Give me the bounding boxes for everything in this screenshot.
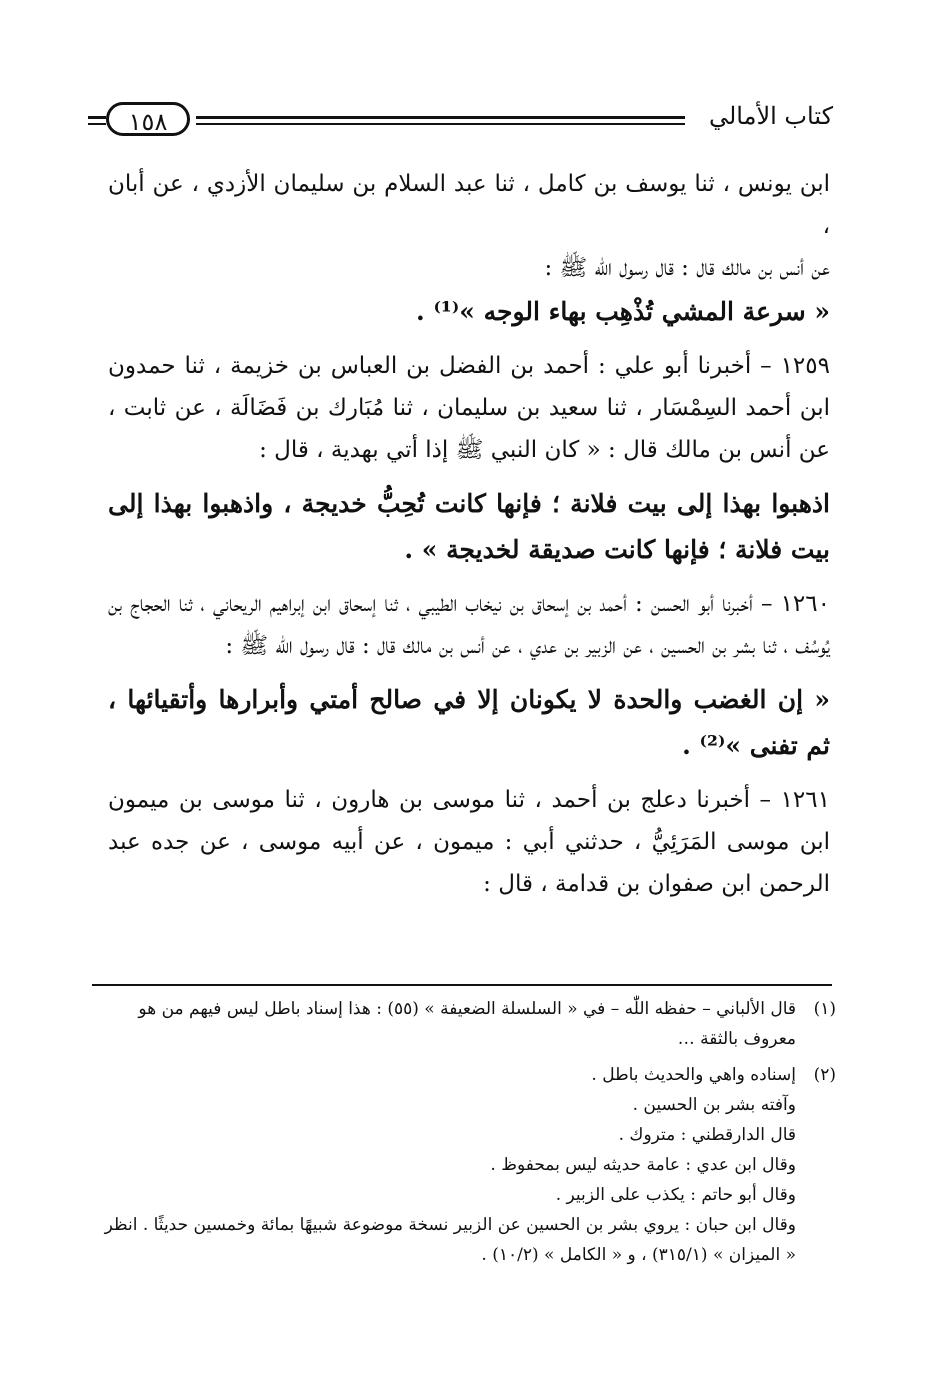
page-number: ١٥٨ bbox=[106, 102, 190, 136]
main-text bbox=[108, 163, 830, 905]
paragraph-1261: ١٢٦١ – أخبرنا دعلج بن أحمد ، ثنا موسى بن هارون ، ثنا موسى بن ميمون ابن موسى المَرَئِيُّ ، حدثني أبي : ميمون ، عن أبيه موسى ، عن جده عبد الرحمن ابن صفوان بن قدامة ، قال : bbox=[108, 787, 830, 897]
header-rule-end bbox=[88, 116, 106, 127]
footnote-1 bbox=[94, 994, 836, 1054]
footnote-divider bbox=[92, 984, 832, 986]
footnote-line: إسناده واهي والحديث باطل . bbox=[591, 1065, 796, 1085]
hadith-text-2: اذهبوا بهذا إلى بيت فلانة ؛ فإنها كانت تُحِبُّ خديجة ، واذهبوا بهذا إلى بيت فلانة ؛ فإنها كانت صديقة لخديجة » . bbox=[108, 489, 830, 564]
page-header bbox=[88, 98, 833, 148]
footnote-number: (١) bbox=[813, 999, 836, 1019]
paragraph-isnad-line1: ابن يونس ، ثنا يوسف بن كامل ، ثنا عبد السلام بن سليمان الأزدي ، عن أبان ، bbox=[108, 171, 830, 239]
footnote-line: قال الدارقطني : متروك . bbox=[618, 1125, 796, 1145]
footnotes bbox=[94, 994, 836, 1276]
footnote-2 bbox=[94, 1060, 836, 1270]
footnote-line: وقال ابن حبان : يروي بشر بن الحسين عن الزبير نسخة موضوعة شبيهًا بمائة وخمسين حديثًا . انظر « الميزان » (٣١٥/١) ، و « الكامل » (١٠/٢) . bbox=[104, 1215, 796, 1265]
footnote-line: وآفته بشر بن الحسين . bbox=[632, 1095, 796, 1115]
footnote-line: وقال أبو حاتم : يكذب على الزبير . bbox=[555, 1185, 796, 1205]
header-rule bbox=[196, 116, 685, 127]
footnote-line: وقال ابن عدي : عامة حديثه ليس بمحفوظ . bbox=[490, 1155, 796, 1175]
paragraph-1259: ١٢٥٩ – أخبرنا أبو علي : أحمد بن الفضل بن العباس بن خزيمة ، ثنا حمدون ابن أحمد السِمْسَار ، ثنا سعيد بن سليمان ، ثنا مُبَارك بن فَضَالَة ، عن ثابت ، عن أنس بن مالك قال : « كان النبي ﷺ إذا أتي بهدية ، قال : bbox=[108, 353, 830, 463]
running-title: كتاب الأمالي bbox=[708, 102, 833, 130]
hadith-text-3: « إن الغضب والحدة لا يكونان إلا في صالح أمتي وأبرارها وأتقيائها ، ثم تفنى »⁽²⁾ . bbox=[108, 685, 830, 760]
hadith-text-1: « سرعة المشي تُذْهِب بهاء الوجه »⁽¹⁾ . bbox=[416, 297, 830, 326]
paragraph-isnad-line2: عن أنس بن مالك قال : قال رسول اللّٰه ﷺ : bbox=[544, 255, 830, 281]
footnote-number: (٢) bbox=[813, 1065, 836, 1085]
paragraph-1260: ١٢٦٠ – أخبرنا أبو الحسن : أحمد بن إسحاق بن نيخاب الطيبي ، ثنا إسحاق ابن إبراهيم الريحاني ، ثنا الحجاج بن يُوسُف ، ثنا بشر بن الحسين ، عن الزبير بن عدي ، عن أنس بن مالك قال : قال رسول اللّٰه ﷺ : bbox=[108, 591, 830, 659]
footnote-text: قال الألباني – حفظه اللّٰه – في « السلسلة الضعيفة » (٥٥) : هذا إسناد باطل ليس فيهم من هو معروف بالثقة … bbox=[138, 999, 796, 1049]
